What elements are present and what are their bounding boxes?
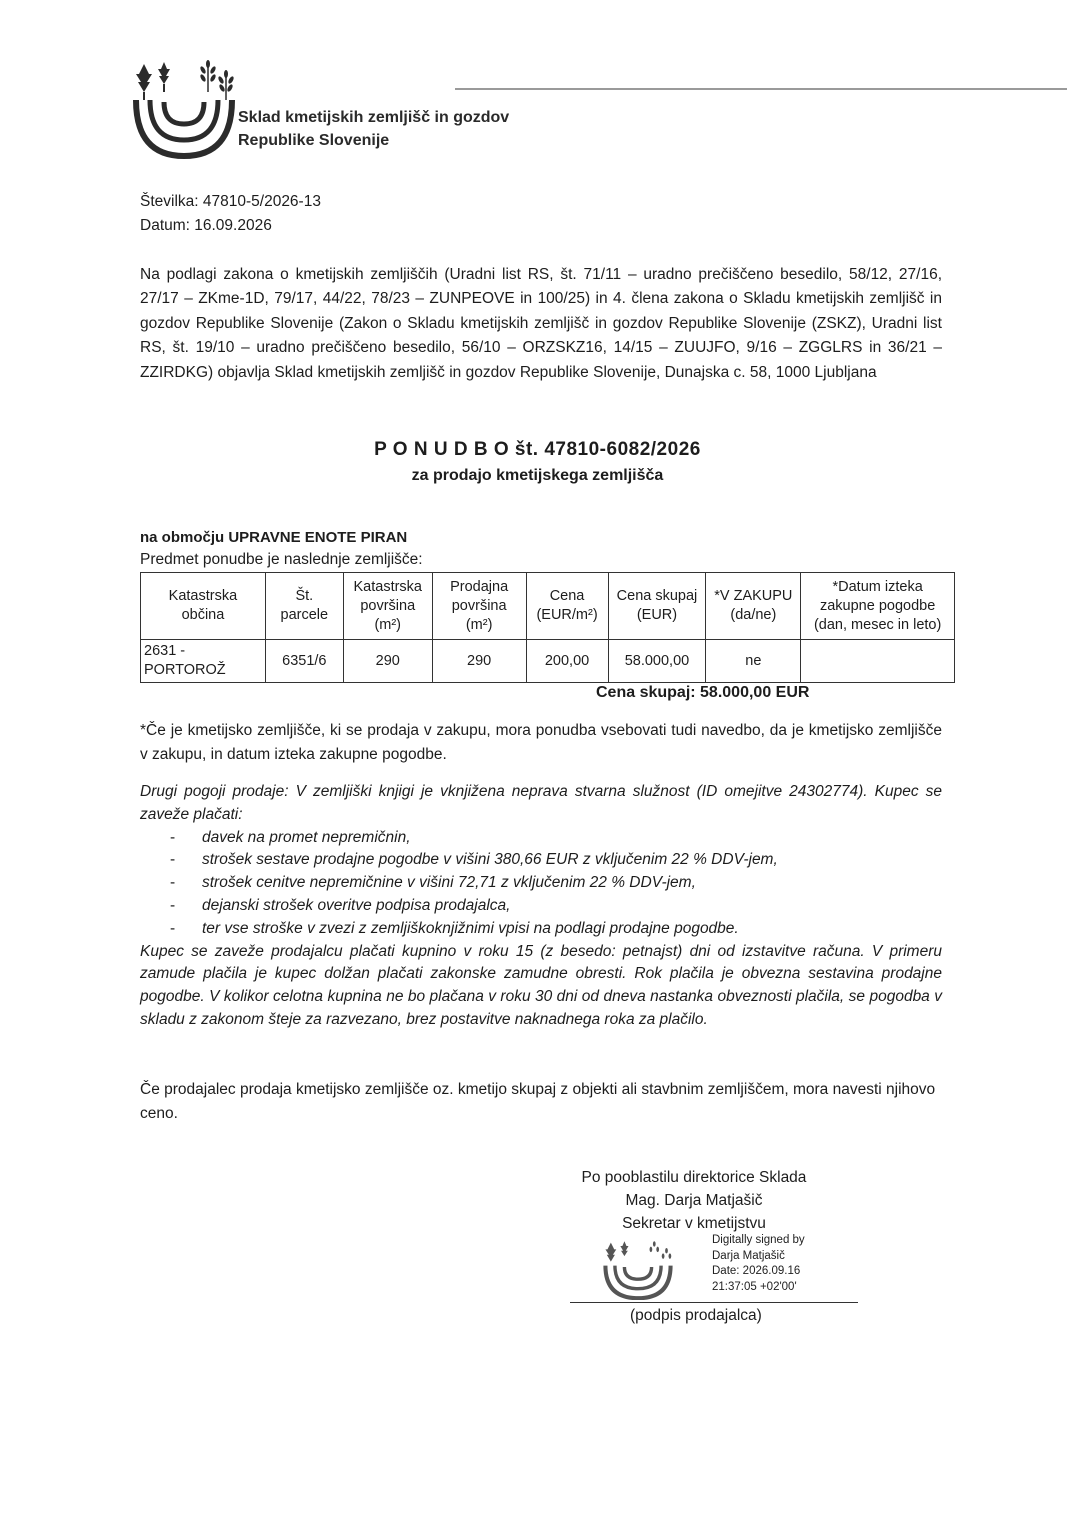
digital-signer-name: Darja Matjašič	[712, 1249, 785, 1262]
list-item: - ter vse stroške v zvezi z zemljiškoknjižnimi vpisi na podlagi prodajne pogodbe.	[170, 919, 739, 937]
area-heading: na območju UPRAVNE ENOTE PIRAN	[140, 529, 408, 546]
sale-conditions	[140, 781, 942, 1032]
cell-cadastral-area: 290	[343, 640, 432, 683]
organization-name-line1: Sklad kmetijskih zemljišč in gozdov	[238, 109, 510, 126]
cell-sale-area: 290	[432, 640, 526, 683]
offer-title: P O N U D B O št. 47810-6082/2026	[374, 439, 701, 460]
cell-total-price: 58.000,00	[608, 640, 706, 683]
signature-line	[570, 1302, 858, 1303]
table-row	[141, 640, 955, 683]
header-parcel-number: Št. parcele	[265, 573, 343, 640]
document-number: Številka: 47810-5/2026-13	[140, 193, 321, 210]
signature-name: Mag. Darja Matjašič	[625, 1192, 763, 1209]
conditions-list	[140, 827, 942, 941]
organization-name-line2: Republike Slovenije	[238, 132, 390, 149]
header-lease-expiry: *Datum izteka zakupne pogodbe (dan, mesec in leto)	[801, 573, 955, 640]
intro-paragraph: Na podlagi zakona o kmetijskih zemljiščih (Uradni list RS, št. 71/11 – uradno prečiščeno besedilo, 58/12, 27/16, 27/17 – ZKme-1D, 79/17, 44/22, 78/23 – ZUNPEOVE in 100/25) in 4. člena zakona o Skladu kmetijskih zemljišč in gozdov Republike Slovenije (Zakon o Skladu kmetijskih zemljišč in gozdov Republike Slovenije (ZSKZ), Uradni list RS, št. 19/10 – uradno prečiščeno besedilo, 56/10 – ORZSKZ16, 14/15 – ZUUJFO, 9/16 – ZGGLRS in 36/21 – ZZIRDKG) objavlja Sklad kmetijskih zemljišč in gozdov Republike Slovenije, Dunajska c. 58, 1000 Ljubljana	[140, 266, 942, 381]
stamp-logo-icon	[600, 1234, 676, 1300]
header-cadastral-municipality: Katastrska občina	[141, 573, 266, 640]
list-item: - dejanski strošek overitve podpisa prodajalca,	[170, 896, 511, 914]
closing-paragraph: Če prodajalec prodaja kmetijsko zemljišče oz. kmetijo skupaj z objekti ali stavbnim zemljiščem, mora navesti njihovo ceno.	[140, 1081, 936, 1123]
offer-subtitle: za prodajo kmetijskega zemljišča	[411, 467, 664, 484]
organization-name	[238, 106, 509, 152]
header-cadastral-area: Katastrska površina (m²)	[343, 573, 432, 640]
list-item: - strošek sestave prodajne pogodbe v višini 380,66 EUR z vključenim 22 % DDV-jem,	[170, 851, 778, 869]
signature-authority: Po pooblastilu direktorice Sklada	[581, 1169, 807, 1186]
digital-signed-by: Digitally signed by	[712, 1234, 805, 1246]
digital-signature-info	[712, 1233, 805, 1295]
document-date: Datum: 16.09.2026	[140, 217, 272, 234]
cell-parcel-number: 6351/6	[265, 640, 343, 683]
signature-stamp	[600, 1234, 676, 1300]
document-meta	[140, 190, 321, 238]
payment-terms: Kupec se zaveže prodajalcu plačati kupnino v roku 15 (z besedo: petnajst) dni od izstavitve računa. V primeru zamude plačila je kupec dolžan plačati zakonske zamudne obresti. Rok plačila je obvezna sestavina prodajne pogodbe. V kolikor celotna kupnina ne bo plačana v roku 30 dni od dneva nastanka obveznosti plačila, se pogodba v skladu z zakonom šteje za razvezano, brez postavitve naknadnega roka za plačilo.	[140, 942, 942, 1028]
list-item: - strošek cenitve nepremičnine v višini 72,71 z vključenim 22 % DDV-jem,	[170, 874, 696, 892]
header-leased: *V ZAKUPU (da/ne)	[706, 573, 801, 640]
lease-note: *Če je kmetijsko zemljišče, ki se prodaja v zakupu, mora ponudba vsebovati tudi navedbo, da je kmetijsko zemljišče v zakupu, in datum izteka zakupne pogodbe.	[140, 722, 942, 764]
cell-leased: ne	[706, 640, 801, 683]
header-sale-area: Prodajna površina (m²)	[432, 573, 526, 640]
total-price: Cena skupaj: 58.000,00 EUR	[596, 684, 810, 701]
digital-sign-date: Date: 2026.09.16	[712, 1265, 801, 1277]
logo-emblem-icon	[128, 52, 240, 164]
cell-lease-expiry	[801, 640, 955, 683]
header-total-price: Cena skupaj (EUR)	[608, 573, 706, 640]
table-header-row	[141, 573, 955, 640]
cell-price: 200,00	[526, 640, 608, 683]
signature-caption: (podpis prodajalca)	[630, 1307, 762, 1324]
header-rule	[455, 88, 1067, 90]
header-price: Cena (EUR/m²)	[526, 573, 608, 640]
subject-line: Predmet ponudbe je naslednje zemljišče:	[140, 551, 423, 568]
digital-sign-time: 21:37:05 +02'00'	[712, 1280, 797, 1293]
conditions-intro: Drugi pogoji prodaje: V zemljiški knjigi je vknjižena neprava stvarna služnost (ID omejitve 24302774). Kupec se zaveže plačati:	[140, 783, 942, 823]
organization-logo	[128, 52, 240, 164]
signature-block	[566, 1166, 822, 1235]
cell-cadastral-municipality: 2631 - PORTOROŽ	[141, 640, 266, 683]
list-item: - davek na promet nepremičnin,	[170, 828, 411, 846]
signature-role: Sekretar v kmetijstvu	[622, 1215, 766, 1232]
land-table	[140, 572, 955, 683]
